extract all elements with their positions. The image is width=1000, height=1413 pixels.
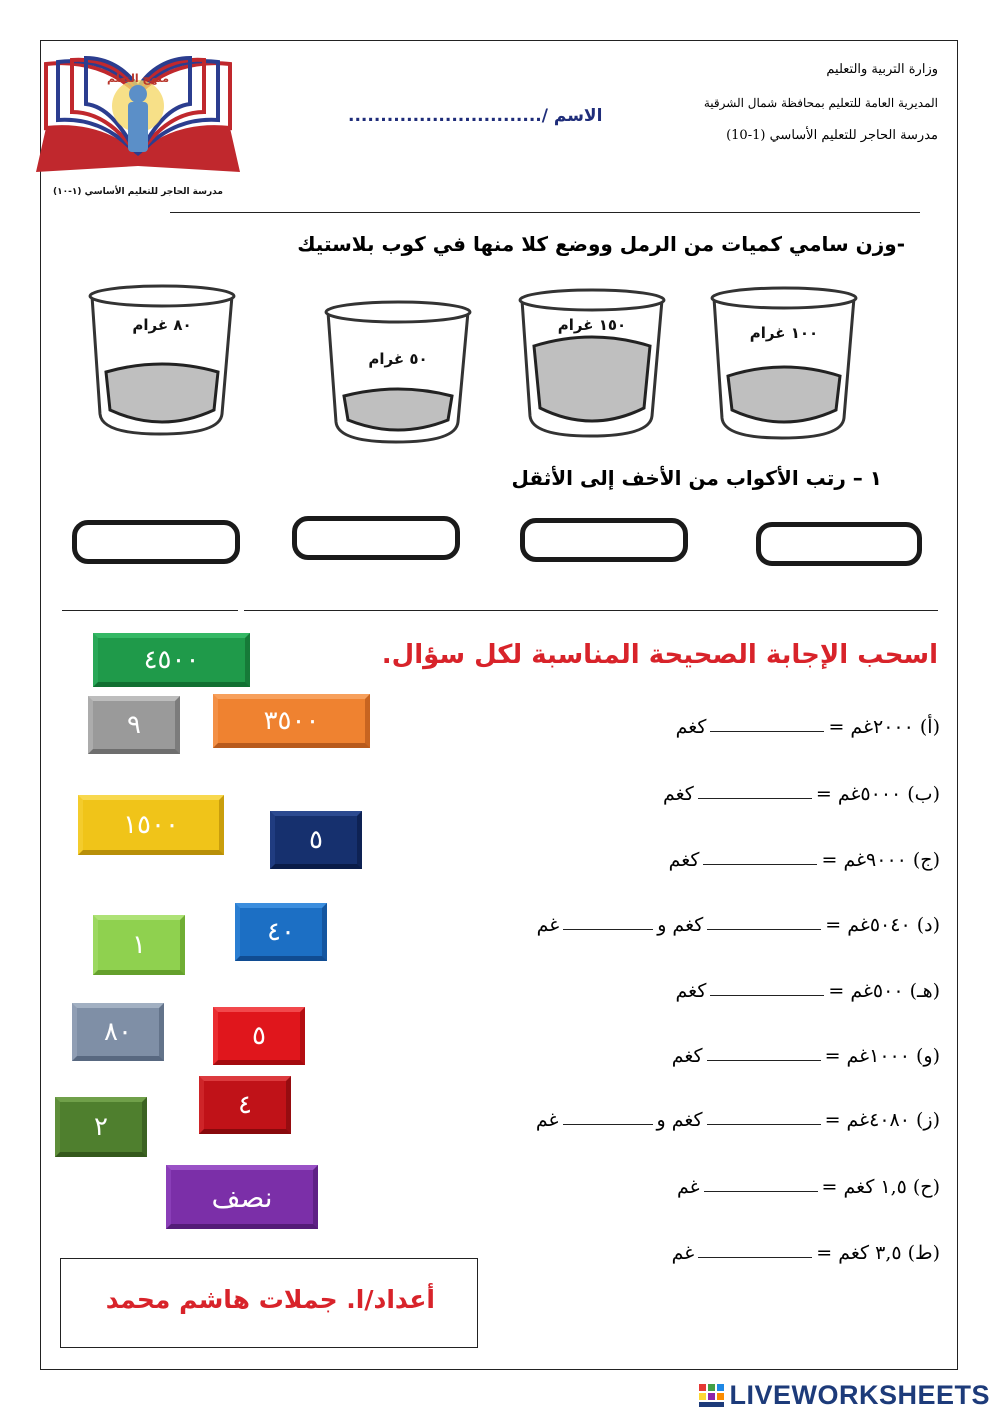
question-e — [676, 968, 940, 1002]
cup-3 — [326, 302, 470, 442]
answer-tile-9[interactable]: ٩ — [88, 696, 180, 754]
school-logo — [34, 44, 244, 200]
question-h-label: (ح) ١,٥ كغم = — [821, 1176, 940, 1198]
liveworksheets-text: LIVEWORKSHEETS — [729, 1380, 990, 1410]
question-e-unit: كغم — [675, 980, 707, 1002]
cup-4 — [90, 286, 234, 434]
question-f — [672, 1033, 940, 1067]
question-f-label: (و) ١٠٠٠غم = — [824, 1045, 940, 1067]
question-g-g-blank[interactable] — [563, 1123, 653, 1125]
answer-tile-2[interactable]: ٢ — [55, 1097, 147, 1157]
student-name-field[interactable]: الاسم /.............................. — [348, 106, 603, 126]
question-b-label: (ب) ٥٠٠٠غم = — [815, 783, 940, 805]
answer-tile-80[interactable]: ٨٠ — [72, 1003, 164, 1061]
cup-2 — [520, 290, 664, 436]
question-c — [669, 837, 940, 871]
logo-caption: مدرسة الحاجر للتعليم الأساسي (١-١٠) — [53, 187, 223, 197]
question-b — [663, 771, 940, 805]
question-a-answer-blank[interactable] — [710, 730, 824, 732]
drag-instruction: اسحب الإجابة الصحيحة المناسبة لكل سؤال. — [381, 640, 938, 670]
question-g-kg-blank[interactable] — [707, 1123, 821, 1125]
author-credit: أعداد/ا. جملات هاشم محمد — [105, 1285, 435, 1314]
directorate-title: المديرية العامة للتعليم بمحافظة شمال الشرقية — [703, 96, 938, 110]
section-divider-left — [62, 610, 238, 611]
question-e-answer-blank[interactable] — [710, 994, 824, 996]
answer-tile-40[interactable]: ٤٠ — [235, 903, 327, 961]
question-g — [536, 1097, 940, 1131]
question-d-kg-blank[interactable] — [707, 928, 821, 930]
section-divider-right — [244, 610, 938, 611]
cups-illustration — [60, 280, 940, 450]
cup-2-label: ١٥٠ غرام — [557, 316, 627, 334]
question-g-label: (ز) ٤٠٨٠غم = — [824, 1109, 940, 1131]
task-order-cups: ١ – رتب الأكواب من الأخف إلى الأثقل — [511, 466, 882, 490]
question-d-label: (د) ٥٠٤٠غم = — [825, 914, 940, 936]
answer-tile-half[interactable]: نصف — [166, 1165, 318, 1229]
answer-tile-3500[interactable]: ٣٥٠٠ — [213, 694, 370, 748]
answer-tile-4500[interactable]: ٤٥٠٠ — [93, 633, 250, 687]
question-h-unit: غم — [676, 1176, 700, 1198]
answer-tile-4[interactable]: ٤ — [199, 1076, 291, 1134]
question-d — [537, 902, 940, 936]
cup-3-label: ٥٠ غرام — [368, 350, 428, 368]
problem-statement: -وزن سامي كميات من الرمل ووضع كلا منها في كوب بلاستيك — [297, 232, 905, 256]
liveworksheets-brand[interactable] — [699, 1380, 990, 1411]
svg-text:منهج التعلم: منهج التعلم — [106, 72, 170, 85]
question-d-unit: كغم و — [657, 914, 704, 936]
question-h — [677, 1164, 940, 1198]
question-b-unit: كغم — [663, 783, 694, 805]
question-i-answer-blank[interactable] — [698, 1256, 812, 1258]
question-f-unit: كغم — [671, 1045, 703, 1067]
order-answer-box-2[interactable] — [520, 518, 688, 562]
cup-1-label: ١٠٠ غرام — [749, 324, 819, 342]
question-c-unit: كغم — [668, 849, 700, 871]
question-a — [676, 704, 940, 738]
question-a-label: (أ) ٢٠٠٠غم = — [828, 716, 940, 738]
school-title: مدرسة الحاجر للتعليم الأساسي (1-10) — [726, 128, 938, 143]
question-c-answer-blank[interactable] — [703, 863, 817, 865]
order-answer-box-1[interactable] — [756, 522, 922, 566]
answer-tile-1500[interactable]: ١٥٠٠ — [78, 795, 224, 855]
author-box — [60, 1258, 478, 1348]
question-a-unit: كغم — [675, 716, 707, 738]
question-f-answer-blank[interactable] — [707, 1059, 821, 1061]
question-g-unit: كغم و — [656, 1109, 703, 1131]
liveworksheets-logo-icon — [699, 1384, 725, 1408]
answer-tile-5-navy[interactable]: ٥ — [270, 811, 362, 869]
question-c-label: (ج) ٩٠٠٠غم = — [821, 849, 940, 871]
cup-4-label: ٨٠ غرام — [132, 316, 192, 334]
question-b-answer-blank[interactable] — [698, 797, 812, 799]
question-g-unit2: غم — [535, 1109, 559, 1131]
answer-tile-1[interactable]: ١ — [93, 915, 185, 975]
question-d-g-blank[interactable] — [563, 928, 653, 930]
question-i-label: (ط) ٣,٥ كغم = — [816, 1242, 940, 1264]
order-answer-box-3[interactable] — [292, 516, 460, 560]
question-i — [672, 1230, 940, 1264]
question-e-label: (هـ) ٥٠٠غم = — [828, 980, 940, 1002]
question-d-unit2: غم — [536, 914, 560, 936]
answer-tile-5-red[interactable]: ٥ — [213, 1007, 305, 1065]
question-h-answer-blank[interactable] — [704, 1190, 818, 1192]
ministry-title: وزارة التربية والتعليم — [826, 62, 938, 77]
order-answer-box-4[interactable] — [72, 520, 240, 564]
question-i-unit: غم — [671, 1242, 695, 1264]
cup-1 — [712, 288, 856, 438]
header-divider — [170, 212, 920, 213]
